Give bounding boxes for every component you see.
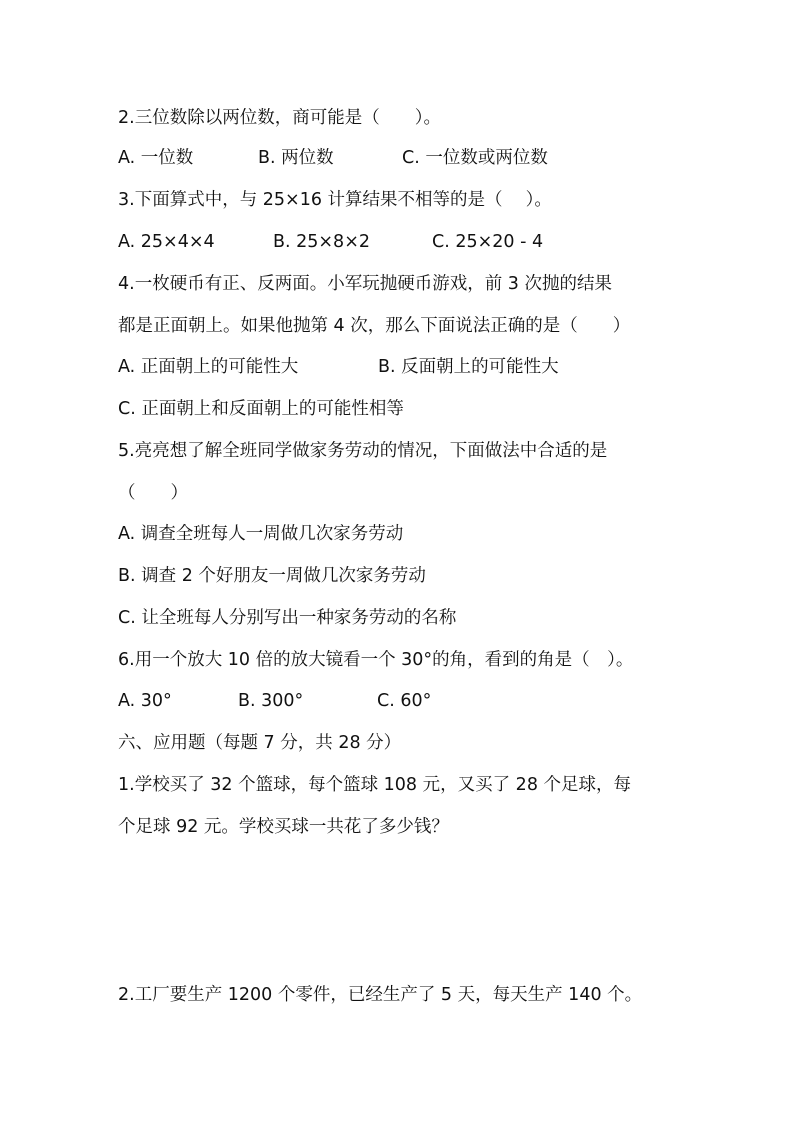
- q3-options: [118, 230, 678, 254]
- q4-option-b: B. 反面朝上的可能性大: [378, 357, 559, 377]
- q6-stem: 6.用一个放大 10 倍的放大镜看一个 30°的角，看到的角是（ ）。: [118, 650, 634, 670]
- q4-options: [118, 355, 678, 379]
- q3-option-a: A. 25×4×4: [118, 232, 215, 252]
- q2-options: [118, 146, 678, 170]
- q3-option-b: B. 25×8×2: [273, 232, 370, 252]
- q5-option-b: B. 调查 2 个好朋友一周做几次家务劳动: [118, 566, 426, 586]
- q6-options: [118, 689, 678, 713]
- q2-option-a: A. 一位数: [118, 148, 194, 168]
- q2-option-b: B. 两位数: [258, 148, 334, 168]
- problem1-line2: 个足球 92 元。学校买球一共花了多少钱？: [118, 817, 449, 837]
- problem1-line1: 1.学校买了 32 个篮球，每个篮球 108 元，又买了 28 个足球，每: [118, 775, 632, 795]
- q3-option-c: C. 25×20 - 4: [432, 232, 544, 252]
- q4-stem-line2: 都是正面朝上。如果他抛第 4 次，那么下面说法正确的是（ ）: [118, 316, 631, 336]
- problem2-line1: 2.工厂要生产 1200 个零件，已经生产了 5 天，每天生产 140 个。: [118, 985, 643, 1005]
- q6-option-a: A. 30°: [118, 691, 172, 711]
- q5-option-a: A. 调查全班每人一周做几次家务劳动: [118, 524, 404, 544]
- q5-stem-line1: 5.亮亮想了解全班同学做家务劳动的情况，下面做法中合适的是: [118, 441, 608, 461]
- q5-stem-line2: （ ）: [118, 483, 188, 503]
- q6-option-c: C. 60°: [377, 691, 432, 711]
- q4-stem-line1: 4.一枚硬币有正、反两面。小军玩抛硬币游戏，前 3 次抛的结果: [118, 274, 612, 294]
- q5-option-c: C. 让全班每人分别写出一种家务劳动的名称: [118, 608, 457, 628]
- section6-heading: 六、应用题（每题 7 分，共 28 分）: [118, 733, 402, 753]
- q6-option-b: B. 300°: [238, 691, 304, 711]
- q4-option-a: A. 正面朝上的可能性大: [118, 357, 299, 377]
- q4-option-c: C. 正面朝上和反面朝上的可能性相等: [118, 399, 404, 419]
- q2-stem: 2.三位数除以两位数，商可能是（ ）。: [118, 108, 441, 128]
- q3-stem: 3.下面算式中，与 25×16 计算结果不相等的是（ ）。: [118, 190, 552, 210]
- q2-option-c: C. 一位数或两位数: [402, 148, 548, 168]
